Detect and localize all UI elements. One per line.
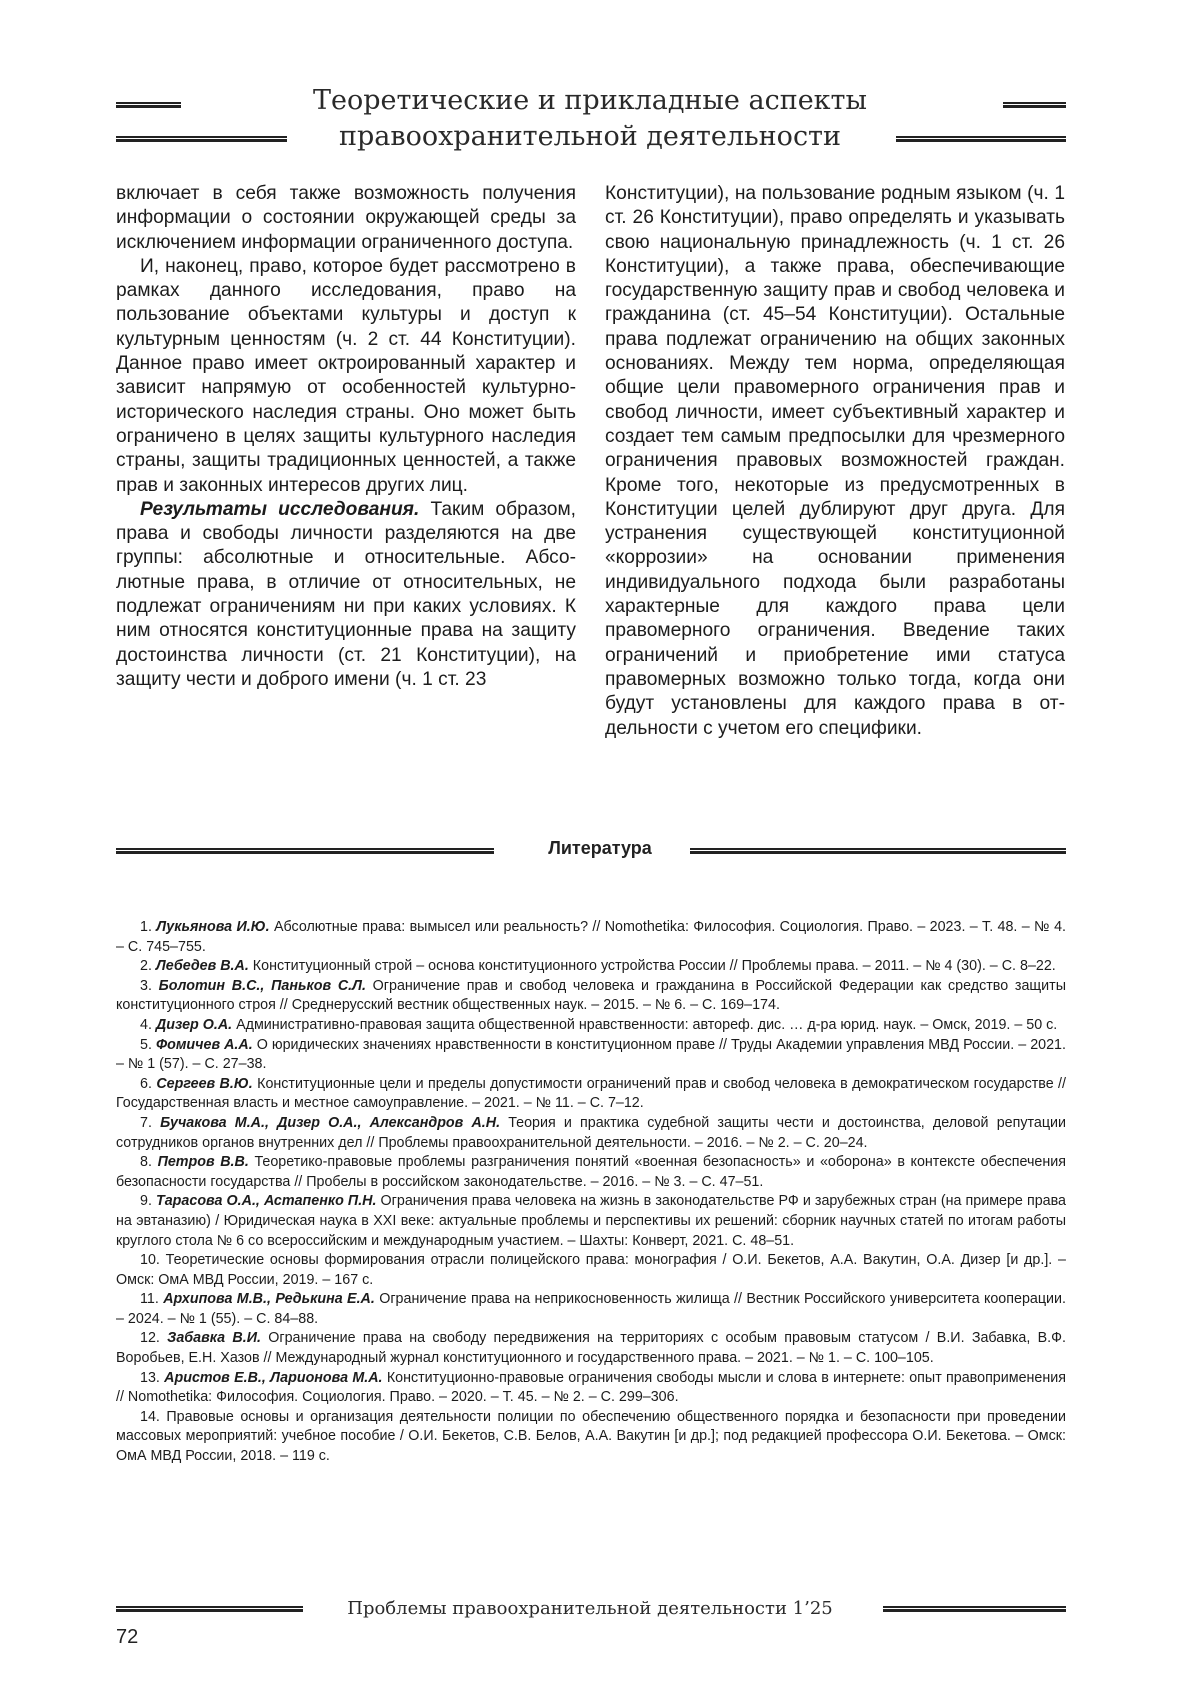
reference-text: Правовые основы и организация деятельности полиции по обеспечению общественного порядка и безопасности при проведении массовых мероприятий: учебное пособие / О.И. Бекетов, С.В. Белов, А.А. Вакутин [и др.]; под редакцией профессора О.И. Бекетова. – Омск: ОмА МВД России, 2018. – 119 с.: [116, 1408, 1066, 1465]
reference-author: Тарасова О.А., Астапенко П.Н.: [156, 1193, 377, 1210]
footer-rule-left: [116, 1606, 303, 1612]
reference-number: 5.: [140, 1036, 156, 1053]
reference-author: Архипова М.В., Редькина Е.А.: [163, 1291, 375, 1308]
reference-author: Лукьянова И.Ю.: [156, 919, 270, 935]
reference-author: Бучакова М.А., Дизер О.А., Александров А.Н.: [160, 1114, 501, 1131]
reference-item: [116, 918, 1066, 957]
reference-text: Ограничение прав и свобод человека и гражданина в Российской Федерации как средство защиты конституционного строя // Среднерусский вестник общественных наук. – 2015. – № 6. – С. 169–174.: [116, 977, 1066, 1014]
reference-text: Конституционный строй – основа конституционного устройства России // Проблемы права. – 2011. – № 4 (30). – С. 8–22.: [248, 958, 1056, 975]
reference-text: Ограничения права человека на жизнь в законодательстве РФ и зарубежных стран (на примере права на эвтаназию) / Юридическая наука в XXI веке: актуальные проблемы и перспективы их решений: сборник научных статей по итогам работы круглого стола № 6 со всероссийским и международным участием. – Шахты: Конверт, 2021. С. 48–51.: [116, 1193, 1066, 1249]
reference-number: 9.: [140, 1193, 156, 1210]
reference-number: 7.: [140, 1114, 161, 1131]
reference-text: Абсолютные права: вымысел или реальность? // Nomothetika: Философия. Социология. Право. – 2023. – Т. 48. – № 4. – С. 745–755.: [116, 919, 1066, 955]
reference-author: Сергеев В.Ю.: [156, 1075, 253, 1092]
reference-text: Конституционные цели и пределы допустимости ограничений прав и свобод человека в демократическом государстве // Государственная власть и местное самоуправление. – 2021. – № 11. – С. 7–12.: [116, 1075, 1067, 1112]
reference-author: Петров В.В.: [157, 1154, 249, 1171]
reference-author: Дизер О.А.: [155, 1016, 233, 1033]
page-number: 72: [116, 1626, 139, 1648]
footer-journal-title: Проблемы правоохранительной деятельности 1’25: [347, 1598, 833, 1619]
reference-item: [116, 1369, 1066, 1408]
reference-author: Аристов Е.В., Ларионова М.А.: [164, 1369, 383, 1386]
header-rule-bottom-left: [116, 136, 287, 142]
footer-rule-right: [883, 1606, 1066, 1612]
paragraph: И, наконец, право, которое будет рассмотрено в рамках данного исследования, право на пользование объектами культуры и доступ к культурным ценностям (ч. 2 ст. 44 Конституции). Данное право имеет октроированный характер и зависит напрямую от особенностей культурно-исторического наследия страны. Оно может быть ограничено в целях защиты культурного наследия страны, защиты традиционных ценностей, а также прав и законных интересов других лиц.: [116, 255, 576, 496]
reference-number: 10.: [140, 1252, 166, 1269]
reference-text: Административно-правовая защита общественной нравственности: автореф. дис. … д-ра юрид. наук. – Омск, 2019. – 50 с.: [232, 1016, 1058, 1033]
section-lead-results: Результаты исследования.: [140, 498, 420, 520]
reference-item: [116, 977, 1066, 1016]
paragraph: Конституции), на пользование родным языком (ч. 1 ст. 26 Конституции), право определять и указывать свою национальную принадлежность (ч. 1 ст. 26 Конституции), а также права, обеспечивающие государственную защиту прав и свобод человека и гражданина (ст. 45–54 Конституции). Остальные права подлежат ограничению на общих законных основаниях. Между тем норма, определяющая общие цели правомерного ограничения прав и свобод личности, имеет субъективный характер и создает тем самым предпосылки для чрезмерного ограничения правовых возможностей граждан. Кроме того, некоторые из предусмотренных в Конституции целей дублируют друг друга. Для устранения существующей конституционной «коррозии» на основании применения индивидуального подхода были разработаны характерные для каждого права цели правомерного ограничения. Введение таких ограничений и приобретение ими статуса правомерных возможно только тогда, когда они будут установлены для каждого права в отдельности с учетом его специфики.: [605, 183, 1065, 739]
header-rule-top-left: [116, 102, 181, 108]
reference-number: 6.: [140, 1075, 157, 1092]
paragraph-results: [116, 498, 576, 692]
reference-author: Болотин В.С., Паньков С.Л.: [158, 977, 366, 994]
reference-item: [116, 1075, 1066, 1114]
literature-heading: Литература: [548, 838, 652, 858]
header-rule-top-right: [1003, 102, 1066, 108]
reference-number: 11.: [140, 1291, 164, 1308]
reference-item: [116, 1408, 1066, 1467]
reference-item: [116, 1192, 1066, 1251]
reference-item: [116, 1251, 1066, 1290]
reference-item: [116, 1114, 1066, 1153]
paragraph: включает в себя также возможность получения информации о состоянии окружающей среды за исключением информации ограниченного доступа.: [116, 183, 576, 253]
literature-rule-right: [690, 848, 1066, 854]
reference-number: 2.: [140, 958, 156, 975]
reference-author: Фомичев А.А.: [155, 1036, 253, 1053]
reference-author: Лебедев В.А.: [155, 958, 249, 975]
reference-item: [116, 1329, 1066, 1368]
body-column-left: [116, 182, 576, 692]
running-header: [115, 85, 1065, 155]
reference-author: Забавка В.И.: [167, 1330, 261, 1347]
body-column-right: [605, 182, 1065, 741]
reference-number: 1.: [140, 919, 157, 935]
reference-text: Конституционно-правовые ограничения свободы мысли и слова в интернете: опыт правоприменения // Nomothetika: Философия. Социология. Право. – 2020. – Т. 45. – № 2. – С. 299–306.: [116, 1369, 1066, 1406]
reference-number: 3.: [140, 977, 159, 994]
literature-rule-left: [116, 848, 494, 854]
reference-number: 4.: [140, 1016, 156, 1033]
paragraph-text: Таким образом, права и свободы личности разделяются на две группы: абсолютные и относительные. Абсолютные права, в отличие от относительных, не подлежат ограничениям ни при каких условиях. К ним относятся конституционные права на защиту достоинства личности (ст. 21 Конституции), на защиту чести и доброго имени (ч. 1 ст. 23: [116, 498, 576, 690]
reference-number: 13.: [140, 1369, 165, 1386]
reference-list: [116, 918, 1066, 1467]
reference-item: [116, 957, 1066, 977]
reference-text: Ограничение права на свободу передвижения на территориях с особым правовым статусом / В.И. Забавка, В.Ф. Воробьев, Е.Н. Хазов // Международный журнал конституционного и государственного права. – 2021. – № 1. – С. 100–105.: [116, 1330, 1066, 1367]
header-rule-bottom-right: [896, 136, 1066, 142]
reference-text: Ограничение права на неприкосновенность жилища // Вестник Российского университета кооперации. – 2024. – № 1 (55). – С. 84–88.: [116, 1291, 1066, 1327]
reference-item: [116, 1016, 1066, 1036]
reference-item: [116, 1036, 1066, 1075]
reference-text: Теоретико-правовые проблемы разграничения понятий «военная безопасность» и «оборона» в контексте обеспечения безопасности государства // Пробелы в российском законодательстве. – 2016. – № 3. – С. 47–51.: [116, 1154, 1066, 1190]
reference-number: 12.: [140, 1330, 168, 1347]
header-title-line1: Теоретические и прикладные аспекты: [313, 85, 867, 116]
reference-text: О юридических значениях нравственности в конституционном праве // Труды Академии управления МВД России. – 2021. – № 1 (57). – С. 27–38.: [116, 1036, 1066, 1073]
reference-item: [116, 1290, 1066, 1329]
header-title-line2: правоохранительной деятельности: [339, 121, 841, 152]
reference-item: [116, 1153, 1066, 1192]
reference-number: 14.: [140, 1408, 167, 1425]
reference-text: Теоретические основы формирования отрасли полицейского права: монография / О.И. Бекетов, А.А. Вакутин, О.А. Дизер [и др.]. – Омск: ОмА МВД России, 2019. – 167 с.: [116, 1252, 1066, 1288]
reference-number: 8.: [140, 1154, 158, 1171]
reference-text: Теория и практика судебной защиты чести и достоинства, деловой репутации сотрудников органов внутренних дел // Проблемы правоохранительной деятельности. – 2016. – № 2. – С. 20–24.: [116, 1114, 1066, 1151]
